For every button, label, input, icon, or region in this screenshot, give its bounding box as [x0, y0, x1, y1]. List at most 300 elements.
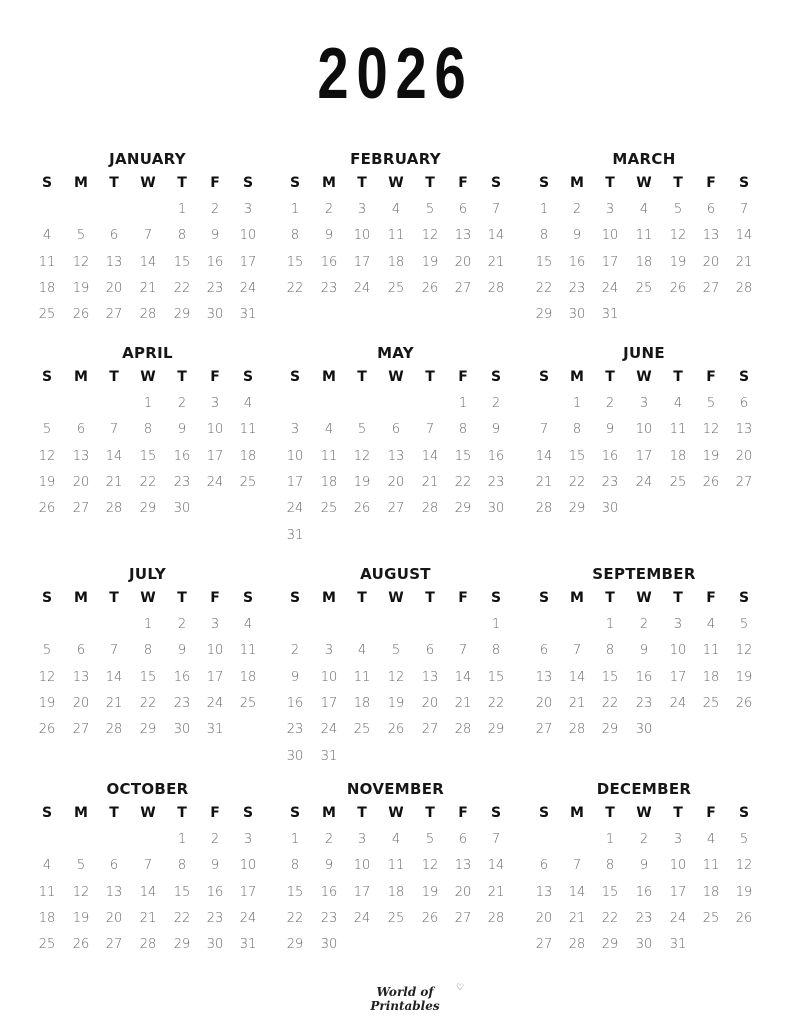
day-cell: 2 — [290, 643, 300, 659]
day-cell: 12 — [702, 422, 720, 438]
weekday-label: F — [706, 590, 716, 606]
day-cell: 20 — [105, 910, 123, 926]
weekday-label: M — [570, 175, 584, 191]
day-cell: 1 — [491, 617, 501, 632]
day-cell: 10 — [239, 228, 257, 244]
weekday-label: M — [570, 590, 584, 606]
day-cell: 11 — [702, 858, 720, 874]
day-cell: 5 — [76, 228, 86, 244]
month-name: AUGUST — [360, 565, 431, 583]
day-cell: 11 — [320, 448, 338, 464]
weekday-label: M — [74, 805, 88, 821]
day-cell: 22 — [139, 474, 157, 490]
day-cell: 3 — [639, 396, 649, 411]
day-cell: 23 — [320, 910, 338, 926]
weekday-label: F — [210, 175, 220, 191]
weekday-label: T — [109, 590, 119, 606]
weekday-label: S — [490, 175, 502, 191]
day-cell: 19 — [669, 254, 687, 270]
day-cell: 21 — [105, 474, 123, 490]
day-cell: 1 — [143, 617, 153, 632]
day-cell: 31 — [239, 937, 257, 953]
day-cell: 14 — [535, 448, 553, 464]
weekday-label: T — [673, 805, 683, 821]
day-cell: 2 — [324, 202, 334, 217]
day-cell: 18 — [702, 669, 720, 685]
day-cell: 9 — [639, 643, 649, 659]
day-cell: 26 — [669, 280, 687, 296]
day-cell: 22 — [286, 910, 304, 926]
day-cell: 7 — [109, 643, 119, 659]
day-cell: 27 — [454, 280, 472, 296]
day-cell: 15 — [139, 448, 157, 464]
day-cell: 8 — [290, 858, 300, 874]
day-cell: 26 — [387, 722, 405, 738]
day-cell: 8 — [177, 228, 187, 244]
day-cell: 12 — [38, 448, 56, 464]
day-cell: 2 — [639, 617, 649, 632]
day-cell: 10 — [635, 422, 653, 438]
day-cell: 29 — [454, 501, 472, 517]
day-cell: 31 — [320, 748, 338, 764]
month-name: JUNE — [623, 344, 665, 362]
day-cell: 27 — [735, 474, 753, 490]
brand-logo: World of Printables — [370, 985, 440, 1013]
day-cell: 3 — [210, 396, 220, 411]
day-cell: 5 — [739, 832, 749, 847]
weekday-label: S — [289, 175, 301, 191]
day-cell: 16 — [487, 448, 505, 464]
weekday-label: S — [738, 369, 750, 385]
day-cell: 26 — [421, 910, 439, 926]
weekday-label: S — [289, 590, 301, 606]
day-cell: 5 — [706, 396, 716, 411]
day-cell: 18 — [669, 448, 687, 464]
day-cell: 2 — [491, 396, 501, 411]
year-title: 2026 — [317, 34, 474, 114]
day-cell: 25 — [387, 910, 405, 926]
month-name: NOVEMBER — [346, 780, 445, 798]
day-cell: 6 — [109, 858, 119, 874]
day-cell: 9 — [491, 422, 501, 438]
day-cell: 19 — [735, 669, 753, 685]
day-cell: 15 — [286, 254, 304, 270]
weekday-label: M — [322, 175, 336, 191]
day-cell: 12 — [387, 669, 405, 685]
day-cell: 3 — [324, 643, 334, 659]
day-cell: 12 — [72, 884, 90, 900]
day-cell: 2 — [210, 832, 220, 847]
weekday-label: W — [140, 805, 156, 821]
day-cell: 29 — [601, 722, 619, 738]
weekday-label: T — [605, 590, 615, 606]
day-cell: 1 — [143, 396, 153, 411]
day-cell: 29 — [535, 307, 553, 323]
day-cell: 27 — [105, 937, 123, 953]
day-cell: 4 — [42, 858, 52, 874]
day-cell: 30 — [568, 307, 586, 323]
day-cell: 12 — [669, 228, 687, 244]
weekday-label: S — [490, 805, 502, 821]
day-cell: 2 — [324, 832, 334, 847]
day-cell: 4 — [673, 396, 683, 411]
heart-icon: ♡ — [456, 982, 465, 992]
day-cell: 21 — [487, 884, 505, 900]
day-cell: 6 — [739, 396, 749, 411]
day-cell: 24 — [669, 910, 687, 926]
day-cell: 6 — [109, 228, 119, 244]
day-cell: 1 — [572, 396, 582, 411]
day-cell: 23 — [487, 474, 505, 490]
weekday-label: M — [322, 805, 336, 821]
day-cell: 21 — [105, 695, 123, 711]
day-cell: 18 — [702, 884, 720, 900]
day-cell: 16 — [320, 884, 338, 900]
day-cell: 16 — [635, 669, 653, 685]
day-cell: 14 — [568, 669, 586, 685]
weekday-label: F — [458, 369, 468, 385]
weekday-label: S — [41, 175, 53, 191]
day-cell: 9 — [639, 858, 649, 874]
day-cell: 11 — [702, 643, 720, 659]
day-cell: 25 — [353, 722, 371, 738]
day-cell: 10 — [206, 643, 224, 659]
month-name: MARCH — [612, 150, 676, 168]
day-cell: 23 — [173, 695, 191, 711]
weekday-label: M — [74, 369, 88, 385]
day-cell: 25 — [387, 280, 405, 296]
day-cell: 19 — [38, 695, 56, 711]
weekday-label: F — [210, 369, 220, 385]
day-cell: 11 — [38, 884, 56, 900]
day-cell: 2 — [177, 617, 187, 632]
day-cell: 24 — [206, 695, 224, 711]
day-cell: 15 — [173, 884, 191, 900]
day-cell: 10 — [669, 858, 687, 874]
weekday-label: S — [738, 805, 750, 821]
day-cell: 25 — [320, 501, 338, 517]
weekday-label: S — [41, 590, 53, 606]
day-cell: 15 — [601, 669, 619, 685]
day-cell: 3 — [210, 617, 220, 632]
day-cell: 20 — [454, 884, 472, 900]
weekday-label: M — [322, 369, 336, 385]
day-cell: 22 — [139, 695, 157, 711]
day-cell: 12 — [735, 643, 753, 659]
day-cell: 17 — [635, 448, 653, 464]
day-cell: 27 — [105, 307, 123, 323]
day-cell: 17 — [206, 669, 224, 685]
day-cell: 4 — [357, 643, 367, 659]
day-cell: 21 — [139, 280, 157, 296]
day-cell: 7 — [739, 202, 749, 217]
weekday-label: S — [738, 590, 750, 606]
day-cell: 20 — [72, 474, 90, 490]
day-cell: 19 — [72, 280, 90, 296]
day-cell: 26 — [421, 280, 439, 296]
day-cell: 15 — [487, 669, 505, 685]
day-cell: 17 — [669, 884, 687, 900]
day-cell: 19 — [702, 448, 720, 464]
day-cell: 24 — [239, 280, 257, 296]
day-cell: 2 — [177, 396, 187, 411]
day-cell: 3 — [673, 832, 683, 847]
day-cell: 25 — [239, 474, 257, 490]
day-cell: 11 — [387, 858, 405, 874]
day-cell: 29 — [487, 722, 505, 738]
weekday-label: T — [357, 805, 367, 821]
day-cell: 22 — [568, 474, 586, 490]
day-cell: 9 — [324, 228, 334, 244]
month-name: OCTOBER — [106, 780, 189, 798]
day-cell: 26 — [38, 722, 56, 738]
day-cell: 24 — [669, 695, 687, 711]
day-cell: 16 — [206, 254, 224, 270]
weekday-label: T — [357, 369, 367, 385]
day-cell: 22 — [173, 910, 191, 926]
day-cell: 10 — [669, 643, 687, 659]
day-cell: 6 — [76, 422, 86, 438]
day-cell: 28 — [105, 501, 123, 517]
day-cell: 5 — [673, 202, 683, 217]
day-cell: 7 — [491, 832, 501, 847]
weekday-label: F — [458, 590, 468, 606]
weekday-label: T — [605, 369, 615, 385]
weekday-label: T — [673, 369, 683, 385]
day-cell: 1 — [458, 396, 468, 411]
day-cell: 19 — [353, 474, 371, 490]
day-cell: 18 — [320, 474, 338, 490]
day-cell: 6 — [458, 832, 468, 847]
day-cell: 3 — [357, 832, 367, 847]
day-cell: 4 — [391, 202, 401, 217]
day-cell: 6 — [706, 202, 716, 217]
day-cell: 21 — [568, 910, 586, 926]
day-cell: 28 — [487, 910, 505, 926]
day-cell: 21 — [735, 254, 753, 270]
day-cell: 14 — [735, 228, 753, 244]
day-cell: 29 — [173, 307, 191, 323]
month-name: MAY — [377, 344, 414, 362]
day-cell: 11 — [353, 669, 371, 685]
day-cell: 2 — [639, 832, 649, 847]
day-cell: 6 — [539, 643, 549, 659]
day-cell: 28 — [735, 280, 753, 296]
day-cell: 1 — [177, 202, 187, 217]
day-cell: 14 — [454, 669, 472, 685]
day-cell: 8 — [143, 422, 153, 438]
day-cell: 25 — [38, 937, 56, 953]
day-cell: 23 — [568, 280, 586, 296]
weekday-label: F — [210, 805, 220, 821]
day-cell: 30 — [487, 501, 505, 517]
day-cell: 1 — [605, 617, 615, 632]
day-cell: 16 — [635, 884, 653, 900]
day-cell: 4 — [243, 617, 253, 632]
day-cell: 23 — [320, 280, 338, 296]
weekday-label: W — [636, 805, 652, 821]
day-cell: 25 — [702, 695, 720, 711]
day-cell: 5 — [425, 832, 435, 847]
weekday-label: W — [388, 175, 404, 191]
day-cell: 27 — [387, 501, 405, 517]
day-cell: 18 — [239, 669, 257, 685]
day-cell: 16 — [568, 254, 586, 270]
day-cell: 31 — [286, 527, 304, 543]
weekday-label: S — [41, 805, 53, 821]
weekday-label: W — [636, 369, 652, 385]
day-cell: 9 — [324, 858, 334, 874]
weekday-label: T — [673, 175, 683, 191]
weekday-label: F — [706, 175, 716, 191]
day-cell: 7 — [109, 422, 119, 438]
day-cell: 15 — [286, 884, 304, 900]
day-cell: 28 — [139, 307, 157, 323]
weekday-label: W — [388, 369, 404, 385]
day-cell: 11 — [239, 643, 257, 659]
day-cell: 21 — [568, 695, 586, 711]
month-name: SEPTEMBER — [592, 565, 696, 583]
day-cell: 20 — [421, 695, 439, 711]
day-cell: 31 — [601, 307, 619, 323]
month-name: APRIL — [122, 344, 173, 362]
day-cell: 9 — [605, 422, 615, 438]
day-cell: 3 — [243, 832, 253, 847]
day-cell: 21 — [487, 254, 505, 270]
day-cell: 9 — [177, 422, 187, 438]
day-cell: 12 — [72, 254, 90, 270]
day-cell: 16 — [173, 669, 191, 685]
day-cell: 19 — [735, 884, 753, 900]
day-cell: 25 — [702, 910, 720, 926]
day-cell: 23 — [601, 474, 619, 490]
day-cell: 10 — [320, 669, 338, 685]
weekday-label: S — [738, 175, 750, 191]
day-cell: 3 — [605, 202, 615, 217]
weekday-label: T — [109, 805, 119, 821]
day-cell: 26 — [735, 695, 753, 711]
day-cell: 21 — [535, 474, 553, 490]
day-cell: 20 — [454, 254, 472, 270]
day-cell: 12 — [421, 228, 439, 244]
weekday-label: S — [242, 590, 254, 606]
day-cell: 8 — [572, 422, 582, 438]
day-cell: 30 — [635, 722, 653, 738]
day-cell: 9 — [290, 669, 300, 685]
weekday-label: F — [706, 805, 716, 821]
day-cell: 23 — [635, 695, 653, 711]
day-cell: 8 — [491, 643, 501, 659]
day-cell: 23 — [173, 474, 191, 490]
day-cell: 7 — [143, 228, 153, 244]
day-cell: 2 — [210, 202, 220, 217]
day-cell: 16 — [320, 254, 338, 270]
day-cell: 16 — [173, 448, 191, 464]
weekday-label: W — [636, 590, 652, 606]
day-cell: 14 — [421, 448, 439, 464]
weekday-label: T — [425, 175, 435, 191]
day-cell: 23 — [286, 722, 304, 738]
weekday-label: T — [673, 590, 683, 606]
day-cell: 10 — [353, 228, 371, 244]
day-cell: 5 — [739, 617, 749, 632]
day-cell: 31 — [206, 722, 224, 738]
weekday-label: S — [242, 805, 254, 821]
day-cell: 10 — [353, 858, 371, 874]
day-cell: 4 — [391, 832, 401, 847]
day-cell: 26 — [38, 501, 56, 517]
day-cell: 22 — [535, 280, 553, 296]
day-cell: 4 — [243, 396, 253, 411]
weekday-label: W — [140, 369, 156, 385]
day-cell: 24 — [353, 280, 371, 296]
day-cell: 8 — [605, 858, 615, 874]
day-cell: 12 — [735, 858, 753, 874]
day-cell: 7 — [458, 643, 468, 659]
day-cell: 12 — [353, 448, 371, 464]
day-cell: 25 — [669, 474, 687, 490]
day-cell: 24 — [635, 474, 653, 490]
day-cell: 15 — [535, 254, 553, 270]
day-cell: 19 — [38, 474, 56, 490]
month-name: DECEMBER — [596, 780, 692, 798]
day-cell: 8 — [143, 643, 153, 659]
weekday-label: M — [570, 805, 584, 821]
day-cell: 18 — [387, 884, 405, 900]
day-cell: 8 — [458, 422, 468, 438]
weekday-label: T — [357, 175, 367, 191]
day-cell: 8 — [177, 858, 187, 874]
day-cell: 3 — [290, 422, 300, 438]
day-cell: 7 — [491, 202, 501, 217]
day-cell: 10 — [239, 858, 257, 874]
day-cell: 9 — [210, 858, 220, 874]
day-cell: 30 — [635, 937, 653, 953]
day-cell: 4 — [706, 832, 716, 847]
day-cell: 15 — [139, 669, 157, 685]
day-cell: 26 — [353, 501, 371, 517]
day-cell: 1 — [605, 832, 615, 847]
day-cell: 28 — [139, 937, 157, 953]
day-cell: 27 — [535, 937, 553, 953]
day-cell: 21 — [454, 695, 472, 711]
day-cell: 17 — [320, 695, 338, 711]
day-cell: 15 — [568, 448, 586, 464]
day-cell: 25 — [635, 280, 653, 296]
day-cell: 26 — [72, 307, 90, 323]
day-cell: 13 — [72, 669, 90, 685]
day-cell: 8 — [539, 228, 549, 244]
day-cell: 2 — [605, 396, 615, 411]
day-cell: 9 — [210, 228, 220, 244]
day-cell: 7 — [143, 858, 153, 874]
day-cell: 17 — [239, 254, 257, 270]
day-cell: 22 — [487, 695, 505, 711]
day-cell: 30 — [286, 748, 304, 764]
day-cell: 14 — [487, 228, 505, 244]
weekday-label: W — [140, 175, 156, 191]
weekday-label: F — [458, 175, 468, 191]
day-cell: 19 — [421, 254, 439, 270]
day-cell: 13 — [72, 448, 90, 464]
day-cell: 17 — [206, 448, 224, 464]
day-cell: 24 — [206, 474, 224, 490]
day-cell: 5 — [357, 422, 367, 438]
day-cell: 14 — [105, 669, 123, 685]
day-cell: 14 — [487, 858, 505, 874]
day-cell: 27 — [72, 722, 90, 738]
weekday-label: T — [177, 369, 187, 385]
